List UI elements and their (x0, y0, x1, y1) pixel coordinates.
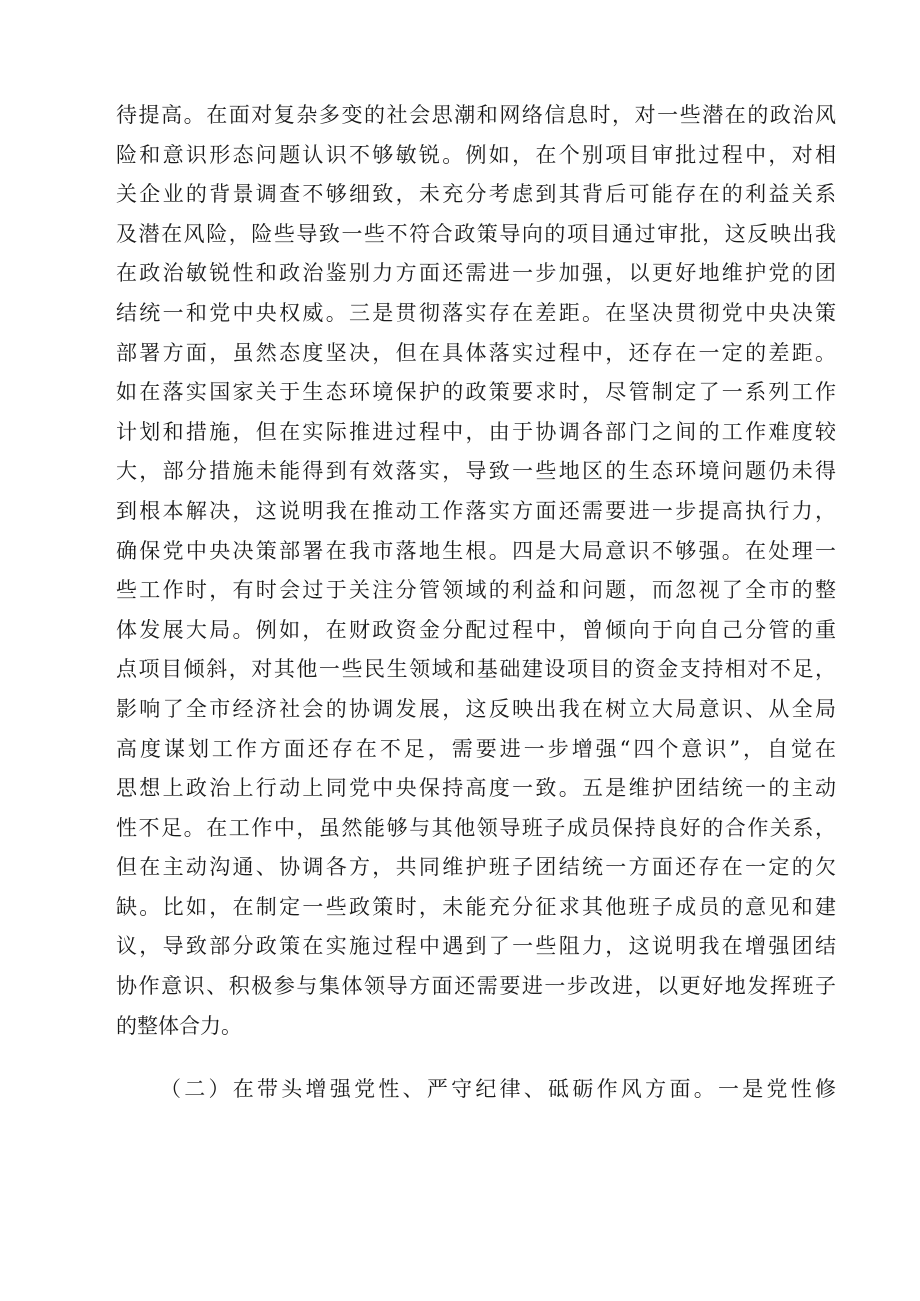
body-text (116, 96, 836, 1110)
text-line: 体发展大局。例如，在财政资金分配过程中，曾倾向于向自己分管的重 (116, 617, 836, 642)
text-line: 影响了全市经济社会的协调发展，这反映出我在树立大局意识、从全局 (116, 696, 836, 721)
text-line: 计划和措施，但在实际推进过程中，由于协调各部门之间的工作难度较 (116, 419, 836, 444)
text-line: 部署方面，虽然态度坚决，但在具体落实过程中，还存在一定的差距。 (116, 340, 836, 365)
text-line: 待提高。在面对复杂多变的社会思潮和网络信息时，对一些潜在的政治风 (116, 103, 836, 127)
text-line: 点项目倾斜，对其他一些民生领域和基础建设项目的资金支持相对不足， (116, 657, 836, 682)
text-line: 协作意识、积极参与集体领导方面还需要进一步改进，以更好地发挥班子 (116, 974, 836, 999)
text-line: 的整体合力。 (116, 1013, 242, 1038)
text-line: 大，部分措施未能得到有效落实，导致一些地区的生态环境问题仍未得 (116, 459, 836, 484)
text-line: 些工作时，有时会过于关注分管领域的利益和问题，而忽视了全市的整 (116, 578, 836, 603)
text-line: 结统一和党中央权威。三是贯彻落实存在差距。在坚决贯彻党中央决策 (116, 300, 836, 325)
text-line: 关企业的背景调查不够细致，未充分考虑到其背后可能存在的利益关系 (116, 182, 836, 207)
section-heading-line: （二）在带头增强党性、严守纪律、砥砺作风方面。一是党性修 (160, 1077, 836, 1102)
paragraph-gap (116, 1046, 836, 1070)
text-line: 险和意识形态问题认识不够敏锐。例如，在个别项目审批过程中，对相 (116, 142, 836, 167)
text-line: 高度谋划工作方面还存在不足，需要进一步增强“四个意识”，自觉在 (116, 736, 836, 761)
text-line: 及潜在风险，险些导致一些不符合政策导向的项目通过审批，这反映出我 (116, 221, 836, 246)
text-line: 缺。比如，在制定一些政策时，未能充分征求其他班子成员的意见和建 (116, 894, 836, 919)
text-line: 但在主动沟通、协调各方，共同维护班子团结统一方面还存在一定的欠 (116, 855, 836, 880)
text-line: 思想上政治上行动上同党中央保持高度一致。五是维护团结统一的主动 (116, 776, 836, 801)
text-line: 在政治敏锐性和政治鉴别力方面还需进一步加强，以更好地维护党的团 (116, 261, 836, 286)
text-line: 确保党中央决策部署在我市落地生根。四是大局意识不够强。在处理一 (116, 538, 836, 563)
text-line: 如在落实国家关于生态环境保护的政策要求时，尽管制定了一系列工作 (116, 380, 836, 405)
text-line: 议，导致部分政策在实施过程中遇到了一些阻力，这说明我在增强团结 (116, 934, 836, 959)
text-line: 性不足。在工作中，虽然能够与其他领导班子成员保持良好的合作关系， (116, 815, 836, 840)
text-line: 到根本解决，这说明我在推动工作落实方面还需要进一步提高执行力， (116, 498, 836, 523)
